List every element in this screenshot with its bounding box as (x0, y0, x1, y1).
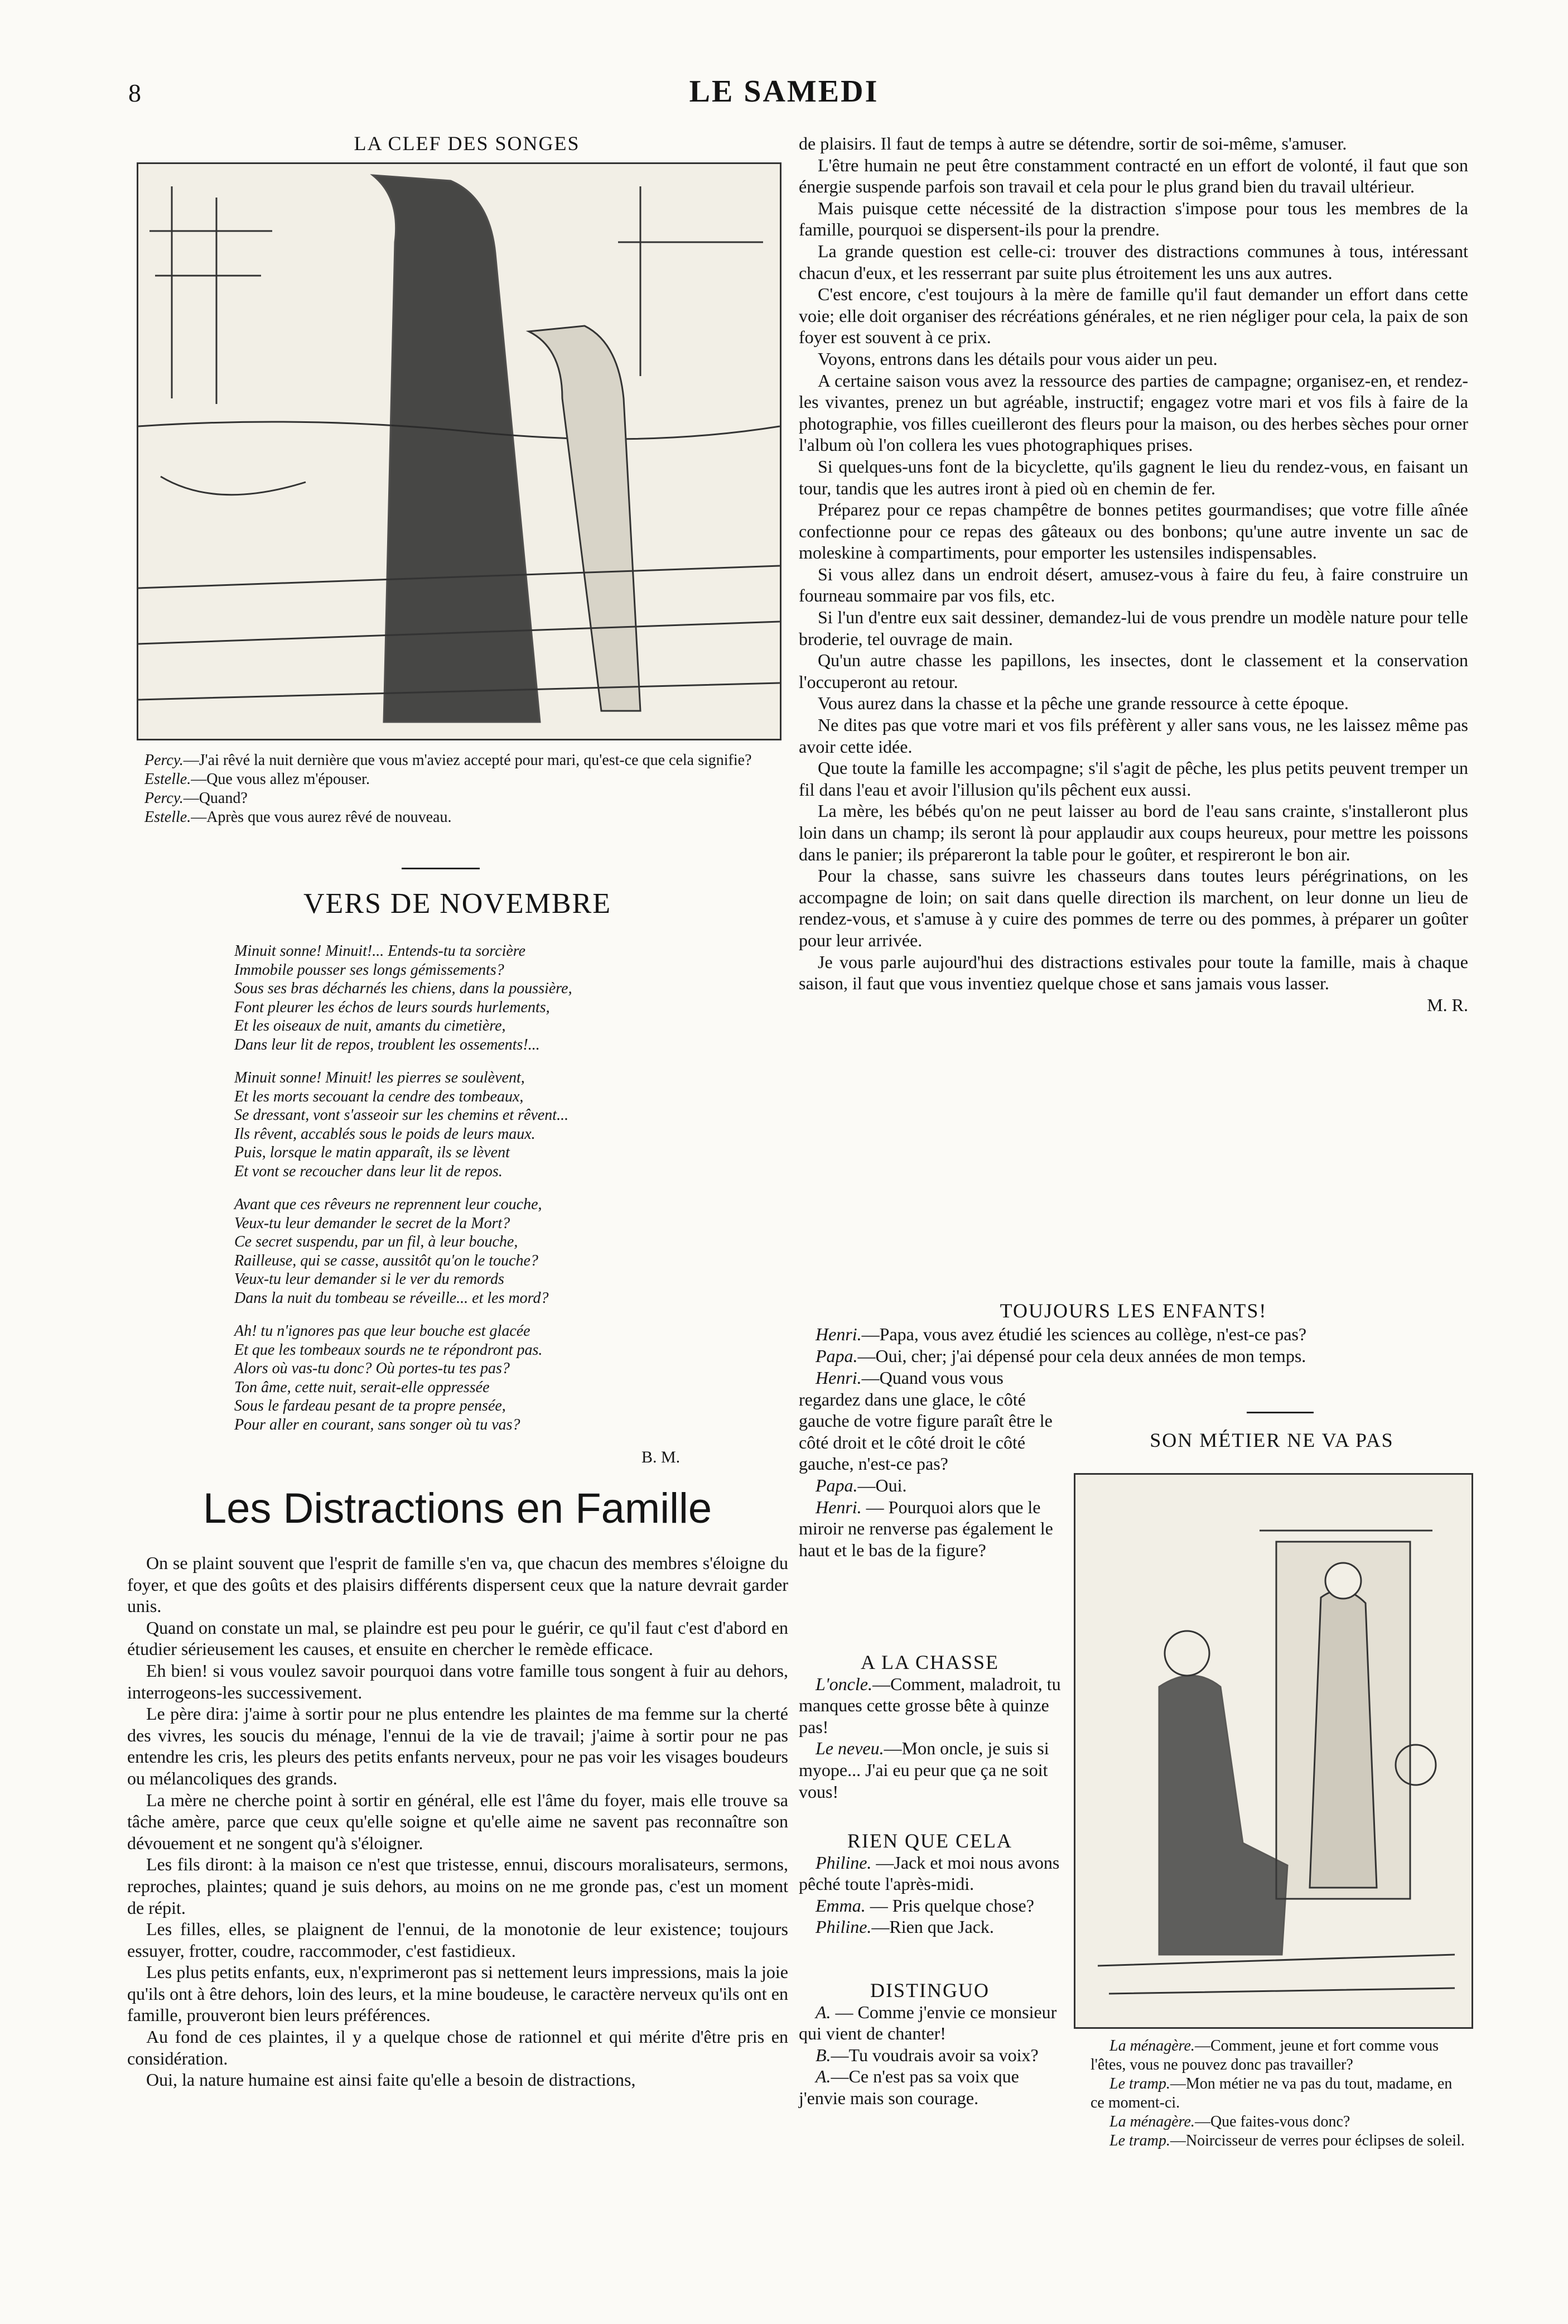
vers-title: VERS DE NOVEMBRE (303, 888, 612, 920)
toujours-dialogue-narrow: Henri.—Quand vous vous regardez dans une glace, le côté gauche de votre figure paraît être le côté droit et le côté droit le côté gauche, n'est-ce pas? Papa.—Oui. Henri. — Pourquoi alors que le miroir ne renverse pas également le haut et le bas de la figure? (799, 1368, 1053, 1560)
metier-title-block (1071, 1428, 1473, 1452)
newspaper-title: LE SAMEDI (689, 74, 879, 109)
vers-signature: B. M. (641, 1448, 681, 1466)
couple-on-quay-drawing (138, 164, 780, 739)
article-title: Les Distractions en Famille (202, 1485, 712, 1532)
metier-caption: La ménagère.—Comment, jeune et fort comme vous l'êtes, vous ne pouvez donc pas travailler? Le tramp.—Mon métier ne va pas du tout, madame, en ce moment-ci. La ménagère.—Que faites-vous donc? Le tramp.—Noircisseur de verres pour éclipses de soleil. (1091, 2037, 1465, 2149)
divider (1247, 1412, 1314, 1413)
chasse-section: A LA CHASSE L'oncle.—Comment, maladroit, tu manques cette grosse bête à quinze pas! Le neveu.—Mon oncle, je suis si myope... J'ai eu peur que ça ne soit vous! (799, 1651, 1061, 1802)
article-header (126, 1484, 789, 1533)
poem-stanza: Minuit sonne! Minuit!... Entends-tu ta sorcière Immobile pousser ses longs gémissements? Sous ses bras décharnés les chiens, dans la poussière, Font pleurer les échos de leurs sourds hurlements, Et les oiseaux de nuit, amants du cimetière, Dans leur lit de repos, troublent les ossements!... (234, 942, 572, 1053)
vers-poem (234, 942, 736, 1449)
toujours-title-block (799, 1299, 1468, 1322)
metier-title: SON MÉTIER NE VA PAS (1150, 1429, 1394, 1451)
rien-section: RIEN QUE CELA Philine. —Jack et moi nous avons pêché toute l'après-midi. Emma. — Pris quelque chose? Philine.—Rien que Jack. (799, 1830, 1061, 1938)
vers-section (126, 887, 789, 920)
divider (402, 868, 480, 869)
article-signature: M. R. (1427, 994, 1468, 1015)
metier-illustration (1074, 1473, 1473, 2029)
chasse-title: A LA CHASSE (860, 1651, 1000, 1673)
article-left-column: On se plaint souvent que l'esprit de famille s'en va, que chacun des membres s'éloigne du foyer, et que des goûts et des plaisirs différents dispersent ceux que la nature devrait garder unis. Quand on constate un mal, se plaindre est peu pour le guérir, ce qu'il faut c'est d'abord en étudier sérieusement les causes, et ensuite en chercher le remède efficace. Eh bien! si vous voulez savoir pourquoi dans votre famille tous songent à fuir au dehors, interrogeons-les successivement. Le père dira: j'aime à sortir pour ne plus entendre les plaintes de ma femme sur la cherté des vivres, les soucis du ménage, l'ennui de la vie de travail; j'aime à sortir pour ne pas entendre les cris, les pleurs des petits enfants nerveux, pour ne pas voir les visages boudeurs ou mélancoliques des grands. La mère ne cherche point à sortir en général, elle est l'âme du foyer, mais elle trouve sa tâche amère, parce que ceux qu'elle soigne et qu'elle aime ne savent pas reconnaître son dévouement et ne songent qu'à s'éloigner. Les fils diront: à la maison ce n'est que tristesse, ennui, discours moralisateurs, sermons, reproches, plaintes; quand je suis dehors, au moins on ne me gronde pas, c'est un moment de répit. Les filles, elles, se plaignent de l'ennui, de la monotonie de leur existence; toujours essuyer, frotter, coudre, raccommoder, c'est fastidieux. Les plus petits enfants, eux, n'exprimeront pas si nettement leurs impressions, mais la joie qu'ils ont à être dehors, loin des leurs, et la mine boudeuse, le caractère nerveux qu'ils ont en famille, prouveront bien leurs préférences. Au fond de ces plaintes, il y a quelque chose de rationnel et qui mérite d'être pris en considération. Oui, la nature humaine est ainsi faite qu'elle a besoin de distractions, (127, 1553, 788, 2090)
clef-illustration (137, 162, 781, 740)
clef-section (126, 133, 789, 740)
distinguo-section: DISTINGUO A. — Comme j'envie ce monsieur qui vient de chanter! B.—Tu voudrais avoir sa voix? A.—Ce n'est pas sa voix que j'envie mais son courage. (799, 1980, 1061, 2109)
rien-title: RIEN QUE CELA (847, 1830, 1012, 1852)
article-right-column: de plaisirs. Il faut de temps à autre se détendre, sortir de soi-même, s'amuser. L'être humain ne peut être constamment contracté en un effort de volonté, il faut que son énergie suspende parfois son travail et cela pour le plus grand bien du travail ultérieur. Mais puisque cette nécessité de la distraction s'impose pour tous les membres de la famille, pourquoi se dispersent-ils pour la prendre. La grande question est celle-ci: trouver des distractions communes à tous, intéressant chacun d'eux, et les resserrant par suite plus étroitement les uns aux autres. C'est encore, c'est toujours à la mère de famille qu'il faut demander un effort dans cette voie; elle doit organiser des récréations générales, et ne rien négliger pour cela, la paix de son foyer est souvent à ce prix. Voyons, entrons dans les détails pour vous aider un peu. A certaine saison vous avez la ressource des parties de campagne; organisez-en, et rendez-les vivantes, prenez un but agréable, instructif; engagez votre mari et vos fils à faire de la photographie, vos filles cueilleront des fleurs pour la maison, ou des herbes sèches pour orner l'album où l'on collera les vues photographiques prises. Si quelques-uns font de la bicyclette, qu'ils gagnent le lieu du rendez-vous, en faisant un tour, tandis que les autres iront à pied où en chemin de fer. Préparez pour ce repas champêtre de bonnes petites gourmandises; que votre fille aînée confectionne pour ce repas des gâteaux ou des bonbons; qu'une autre invente un sac de moleskine à compartiments, pour emporter les ustensiles indispensables. Si vous allez dans un endroit désert, amusez-vous à faire du feu, à faire construire un fourneau sommaire par vos fils, etc. Si l'un d'entre eux sait dessiner, demandez-lui de vous prendre un modèle nature pour telle broderie, tel ouvrage de main. Qu'un autre chasse les papillons, les insectes, dont le classement et la conservation l'occuperont au retour. Vous aurez dans la chasse et la pêche une grande ressource à cette époque. Ne dites pas que votre mari et vos fils préfèrent y aller sans vous, ne les laissez même pas avoir cette idée. Que toute la famille les accompagne; s'il s'agit de pêche, les plus petits peuvent tremper un fil dans l'eau et avoir l'illusion qu'ils pêchent eux aussi. La mère, les bébés qu'on ne peut laisser au bord de l'eau sans crainte, s'installeront plus loin dans un champ; ils seront là pour applaudir aux coups heureux, pour mettre les poissons dans le panier; ils prépareront la table pour le goûter, et respireront le bon air. Pour la chasse, sans suivre les chasseurs dans toutes leurs pérégrinations, on les accompagne de loin; on sait dans quelle direction ils marchent, on leur donne un lieu de rendez-vous, et s'amuse à y cuire des pommes de terre ou des pommes, à préparer un goûter pour leur arrivée. Je vous parle aujourd'hui des distractions estivales pour toute la famille, mais à chaque saison, il faut que vous inventiez quelque chose et sans jamais vous lasser. M. R. (799, 133, 1468, 1015)
toujours-title: TOUJOURS LES ENFANTS! (1000, 1300, 1267, 1322)
poem-stanza: Avant que ces rêveurs ne reprennent leur couche, Veux-tu leur demander le secret de la Mort? Ce secret suspendu, par un fil, à leur bouche, Railleuse, qui se casse, aussitôt qu'on le touche? Veux-tu leur demander si le ver du remords Dans la nuit du tombeau se réveille... et les mord? (234, 1196, 549, 1307)
clef-title: LA CLEF DES SONGES (354, 132, 580, 155)
toujours-dialogue: Henri.—Papa, vous avez étudié les sciences au collège, n'est-ce pas? Papa.—Oui, cher; j'ai dépensé pour cela deux années de mon temps. (816, 1324, 1307, 1366)
tramp-doorstep-drawing (1075, 1475, 1471, 2027)
distinguo-title: DISTINGUO (870, 1979, 990, 2001)
poem-stanza: Minuit sonne! Minuit! les pierres se soulèvent, Et les morts secouant la cendre des tombeaux, Se dressant, vont s'asseoir sur les chemins et rêvent... Ils rêvent, accablés sous le poids de leurs maux. Puis, lorsque le matin apparaît, ils se lèvent Et vont se recoucher dans leur lit de repos. (234, 1069, 569, 1180)
page-number: 8 (128, 79, 141, 107)
clef-caption: Percy.—J'ai rêvé la nuit dernière que vous m'aviez accepté pour mari, qu'est-ce que cela signifie? Estelle.—Que vous allez m'épouser. Percy.—Quand? Estelle.—Après que vous aurez rêvé de nouveau. (144, 752, 752, 826)
poem-stanza: Ah! tu n'ignores pas que leur bouche est glacée Et que les tombeaux sourds ne te répondront pas. Alors où vas-tu donc? Où portes-tu tes pas? Ton âme, cette nuit, serait-elle oppressée Sous le fardeau pesant de ta propre pensée, Pour aller en courant, sans songer où tu vas? (234, 1322, 543, 1433)
